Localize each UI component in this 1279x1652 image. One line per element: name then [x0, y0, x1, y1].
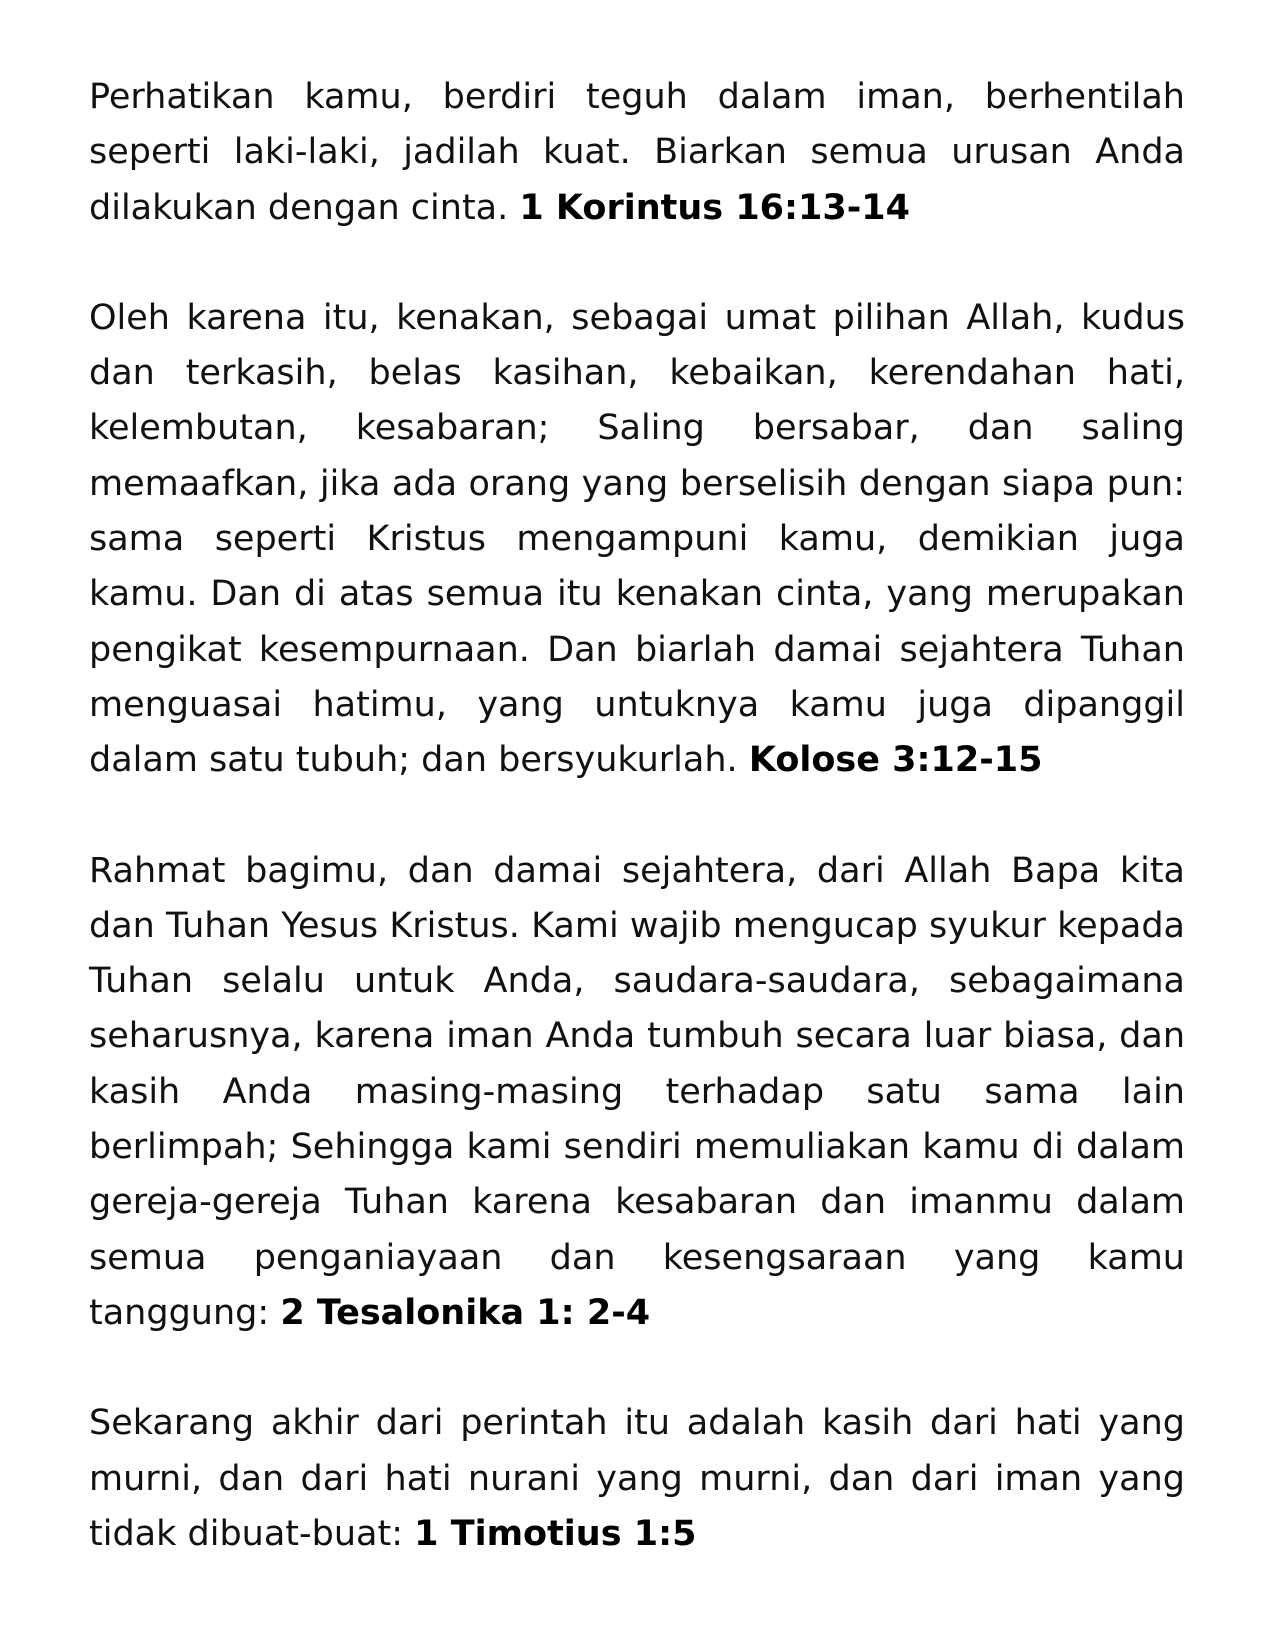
passage-reference: Kolose 3:12-15: [748, 740, 1043, 781]
passage-reference: 1 Korintus 16:13-14: [519, 187, 910, 228]
passage-3: [89, 844, 1185, 1342]
passage-reference: 2 Tesalonika 1: 2-4: [280, 1292, 651, 1333]
passage-text: Perhatikan kamu, berdiri teguh dalam iman, berhentilah seperti laki-laki, jadilah kuat. Biarkan semua urusan Anda dilakukan dengan cinta.: [89, 77, 1185, 228]
passage-4: [89, 1396, 1185, 1562]
passage-text: Sekarang akhir dari perintah itu adalah kasih dari hati yang murni, dan dari hati nurani yang murni, dan dari iman yang tidak dibuat-buat:: [89, 1403, 1185, 1554]
passage-2: [89, 291, 1185, 789]
passage-1: [89, 70, 1185, 236]
passage-text: Rahmat bagimu, dan damai sejahtera, dari Allah Bapa kita dan Tuhan Yesus Kristus. Kami wajib mengucap syukur kepada Tuhan selalu untuk Anda, saudara-saudara, sebagaimana seharusnya, karena iman Anda tumbuh secara luar biasa, dan kasih Anda masing-masing terhadap satu sama lain berlimpah; Sehingga kami sendiri memuliakan kamu di dalam gereja-gereja Tuhan karena kesabaran dan imanmu dalam semua penganiayaan dan kesengsaraan yang kamu tanggung:: [89, 850, 1185, 1333]
passage-reference: 1 Timotius 1:5: [414, 1513, 697, 1554]
document-page: [89, 70, 1185, 1617]
passage-text: Oleh karena itu, kenakan, sebagai umat pilihan Allah, kudus dan terkasih, belas kasihan, kebaikan, kerendahan hati, kelembutan, kesabaran; Saling bersabar, dan saling memaafkan, jika ada orang yang berselisih dengan siapa pun: sama seperti Kristus mengampuni kamu, demikian juga kamu. Dan di atas semua itu kenakan cinta, yang merupakan pengikat kesempurnaan. Dan biarlah damai sejahtera Tuhan menguasai hatimu, yang untuknya kamu juga dipanggil dalam satu tubuh; dan bersyukurlah.: [89, 297, 1185, 781]
